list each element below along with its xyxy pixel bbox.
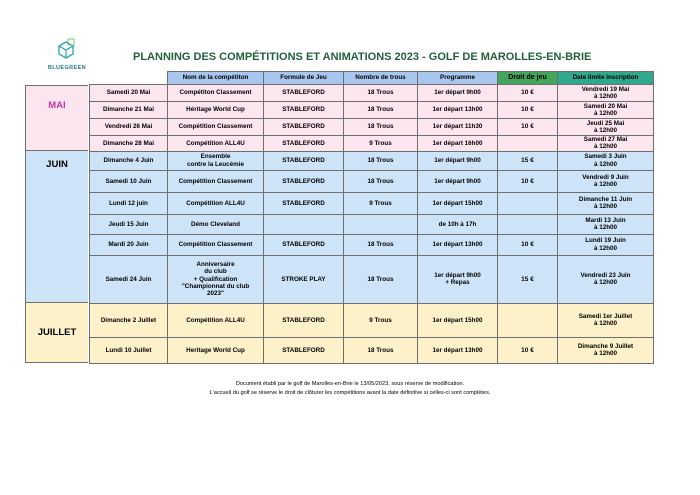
- cell-limite-line: à 12h00: [593, 93, 618, 100]
- header-limite: Date limite inscription: [558, 72, 654, 85]
- cell-nom-line: + Qualification: [193, 275, 238, 283]
- cell-nom: [168, 303, 264, 337]
- cell-programme-line: 1er départ 9h00: [434, 177, 481, 185]
- cell-nom: [168, 136, 264, 152]
- cell-date: Dimanche 4 Juin: [90, 151, 168, 170]
- cell-programme-line: 1er départ 13h00: [432, 106, 483, 114]
- cell-nom-line: Ensemble: [200, 153, 231, 161]
- cell-limite-line: Vendredi 9 Juin: [582, 173, 629, 181]
- cell-limite-line: à 12h00: [593, 320, 618, 328]
- cell-date: Vendredi 26 Mai: [90, 119, 168, 136]
- cell-nom: [168, 192, 264, 214]
- blank-cell: [90, 72, 168, 85]
- cell-droit: [498, 214, 558, 234]
- cell-formule: STABLEFORD: [264, 85, 344, 102]
- cell-formule: STABLEFORD: [264, 192, 344, 214]
- cell-programme-line: 1er départ 15h00: [432, 316, 483, 324]
- month-label-juin: [25, 151, 88, 303]
- month-text-juin: JUIN: [46, 159, 68, 170]
- cell-nom-line: du club: [204, 268, 227, 276]
- cell-nom-line: Compétition ALL4U: [186, 139, 245, 147]
- cell-droit: 15 €: [498, 255, 558, 303]
- cell-formule: [264, 214, 344, 234]
- cell-nom: [168, 102, 264, 119]
- cell-nom: [168, 119, 264, 136]
- cell-limite: [558, 170, 654, 192]
- page-title: PLANNING DES COMPÉTITIONS ET ANIMATIONS 2023 - GOLF DE MAROLLES-EN-BRIE: [133, 51, 592, 63]
- cell-trous: 18 Trous: [344, 255, 418, 303]
- cell-limite-line: à 12h00: [593, 143, 618, 151]
- cell-droit: 10 €: [498, 170, 558, 192]
- cell-limite: [558, 119, 654, 136]
- cell-limite: [558, 337, 654, 363]
- cell-limite-line: Samedi 1er Juillet: [578, 312, 633, 320]
- cell-limite-line: à 12h00: [593, 350, 618, 358]
- footer-line-1: Document établi par le golf de Marolles-en-Brie le 13/05/2023, sous réserve de modification.: [235, 381, 465, 387]
- header-trous: Nombre de trous: [344, 72, 418, 85]
- table-row: [87, 119, 654, 136]
- cell-formule: STABLEFORD: [264, 136, 344, 152]
- cell-trous: 18 Trous: [344, 234, 418, 255]
- cell-limite-line: à 12h00: [593, 203, 618, 211]
- cell-limite-line: à 12h00: [593, 181, 618, 189]
- cell-programme-line: 1er départ 15h00: [432, 199, 483, 207]
- cell-limite-line: Samedi 27 Mai: [583, 136, 628, 143]
- cell-droit: 10 €: [498, 85, 558, 102]
- cell-limite-line: Lundi 19 Juin: [585, 237, 626, 245]
- cell-formule: STROKE PLAY: [264, 255, 344, 303]
- cell-programme: [418, 170, 498, 192]
- cell-trous: 18 Trous: [344, 102, 418, 119]
- cell-formule: STABLEFORD: [264, 303, 344, 337]
- cell-limite: [558, 234, 654, 255]
- cell-programme: [418, 119, 498, 136]
- cell-limite: [558, 85, 654, 102]
- cell-programme-line: + Repas: [445, 279, 470, 287]
- cell-programme: [418, 234, 498, 255]
- cell-formule: STABLEFORD: [264, 170, 344, 192]
- cell-nom-line: Compétition Classement: [178, 123, 253, 131]
- table-row: [87, 214, 654, 234]
- logo-text: BLUEGREEN: [47, 65, 87, 71]
- header-nom: Nom de la compétiton: [168, 72, 264, 85]
- cell-droit: 10 €: [498, 234, 558, 255]
- header-programme: Programme: [418, 72, 498, 85]
- cell-trous: 18 Trous: [344, 170, 418, 192]
- cell-trous: [344, 214, 418, 234]
- cell-formule: STABLEFORD: [264, 337, 344, 363]
- cell-programme: [418, 337, 498, 363]
- cell-droit: [498, 303, 558, 337]
- cell-limite-line: à 12h00: [593, 110, 618, 117]
- cell-nom-line: Compétition Classement: [178, 177, 253, 185]
- table-row: [87, 151, 654, 170]
- header-droit: Droit de jeu: [498, 72, 558, 85]
- cell-programme: [418, 85, 498, 102]
- month-label-mai: [25, 85, 88, 151]
- cell-programme: [418, 214, 498, 234]
- cell-droit: [498, 192, 558, 214]
- cell-droit: 10 €: [498, 102, 558, 119]
- cell-programme-line: de 10h à 17h: [438, 220, 477, 228]
- cell-nom-line: "Championnat du club: [181, 283, 250, 291]
- cell-limite-line: à 12h00: [593, 244, 618, 252]
- cell-nom-line: 2023": [207, 290, 224, 298]
- cell-trous: 18 Trous: [344, 119, 418, 136]
- cell-trous: 9 Trous: [344, 303, 418, 337]
- cell-date: Jeudi 15 Juin: [90, 214, 168, 234]
- cell-limite-line: Vendredi 19 Mai: [581, 85, 630, 93]
- table-row: [87, 102, 654, 119]
- cell-programme-line: 1er départ 11h30: [432, 123, 483, 131]
- cell-date: Samedi 20 Mai: [90, 85, 168, 102]
- table-row: [87, 234, 654, 255]
- cell-programme: [418, 151, 498, 170]
- table-row: [87, 170, 654, 192]
- cell-nom-line: Héritage World Cup: [186, 106, 245, 114]
- cell-limite-line: Jeudi 25 Mai: [586, 119, 625, 127]
- cell-nom-line: contre la Leucémie: [186, 160, 245, 168]
- cell-nom: [168, 255, 264, 303]
- cell-nom-line: Anniversaire: [196, 260, 235, 268]
- cell-nom: [168, 337, 264, 363]
- cell-limite: [558, 192, 654, 214]
- cell-droit: 10 €: [498, 337, 558, 363]
- cell-limite-line: à 12h00: [593, 160, 618, 168]
- planning-table: [87, 71, 654, 364]
- cell-droit: [498, 136, 558, 152]
- cell-limite-line: Dimanche 11 Juin: [578, 195, 633, 203]
- month-column: [25, 85, 88, 363]
- table-row: [87, 136, 654, 152]
- table-row: [87, 303, 654, 337]
- cell-limite-line: Dimanche 9 Juillet: [577, 342, 634, 350]
- cell-limite: [558, 303, 654, 337]
- cell-nom-line: Heritage World Cup: [186, 346, 245, 354]
- cell-nom: [168, 85, 264, 102]
- cell-date: Dimanche 2 Juillet: [90, 303, 168, 337]
- cell-nom: [168, 151, 264, 170]
- cell-date: Dimanche 21 Mai: [90, 102, 168, 119]
- table-header-row: [87, 72, 654, 85]
- cell-limite-line: à 12h00: [593, 127, 618, 134]
- table-row: [87, 85, 654, 102]
- cell-programme-line: 1er départ 9h00: [434, 271, 481, 279]
- cell-limite: [558, 214, 654, 234]
- table-row: [87, 255, 654, 303]
- cell-programme: [418, 102, 498, 119]
- cell-limite: [558, 136, 654, 152]
- cell-trous: 18 Trous: [344, 151, 418, 170]
- cell-trous: 18 Trous: [344, 337, 418, 363]
- cell-date: Dimanche 28 Mai: [90, 136, 168, 152]
- cell-nom-line: Compétition ALL4U: [186, 316, 245, 324]
- cell-date: Samedi 10 Juin: [90, 170, 168, 192]
- cell-nom-line: Compétiton Classement: [179, 89, 252, 97]
- cell-date: Mardi 20 Juin: [90, 234, 168, 255]
- cell-programme: [418, 255, 498, 303]
- cell-droit: 10 €: [498, 119, 558, 136]
- cell-droit: 15 €: [498, 151, 558, 170]
- cell-limite: [558, 151, 654, 170]
- cell-limite-line: Vendredi 23 Juin: [580, 271, 631, 279]
- cell-date: Lundi 12 juin: [90, 192, 168, 214]
- table-row: [87, 192, 654, 214]
- cell-trous: 18 Trous: [344, 85, 418, 102]
- cell-limite-line: Samedi 20 Mai: [583, 102, 628, 110]
- cell-programme-line: 1er départ 13h00: [432, 241, 483, 249]
- cell-date: Lundi 10 Juillet: [90, 337, 168, 363]
- cell-nom: [168, 234, 264, 255]
- cell-programme-line: 1er départ 16h00: [432, 139, 483, 147]
- cell-programme-line: 1er départ 13h00: [432, 346, 483, 354]
- cell-limite: [558, 255, 654, 303]
- cell-nom-line: Démo Cleveland: [191, 220, 240, 228]
- cell-formule: STABLEFORD: [264, 119, 344, 136]
- cell-limite-line: à 12h00: [593, 224, 618, 232]
- month-text-juillet: JUILLET: [37, 327, 77, 338]
- cell-trous: 9 Trous: [344, 136, 418, 152]
- cell-formule: STABLEFORD: [264, 151, 344, 170]
- cell-date: Samedi 24 Juin: [90, 255, 168, 303]
- cell-limite-line: Mardi 13 Juin: [585, 216, 626, 224]
- cell-trous: 9 Trous: [344, 192, 418, 214]
- table-row: [87, 337, 654, 363]
- cell-formule: STABLEFORD: [264, 234, 344, 255]
- cell-programme-line: 1er départ 9h00: [434, 157, 481, 165]
- cell-programme: [418, 192, 498, 214]
- header-formule: Formule de Jeu: [264, 72, 344, 85]
- cell-programme: [418, 303, 498, 337]
- cell-nom: [168, 214, 264, 234]
- month-label-juillet: [25, 303, 88, 363]
- cell-programme: [418, 136, 498, 152]
- cell-programme-line: 1er départ 9h00: [434, 89, 481, 97]
- cell-nom: [168, 170, 264, 192]
- month-text-mai: MAI: [48, 99, 66, 111]
- cell-limite-line: à 12h00: [593, 279, 618, 287]
- cell-formule: STABLEFORD: [264, 102, 344, 119]
- cell-limite: [558, 102, 654, 119]
- cell-nom-line: Compétition ALL4U: [186, 199, 245, 207]
- cell-nom-line: Compétition Classement: [178, 241, 253, 249]
- cell-limite-line: Samedi 3 Juin: [584, 153, 627, 161]
- footer-line-2: L'accueil du golf se réserve le droit de clôturer les compétitions avant la date définitive si celles-ci sont complètes.: [209, 390, 491, 396]
